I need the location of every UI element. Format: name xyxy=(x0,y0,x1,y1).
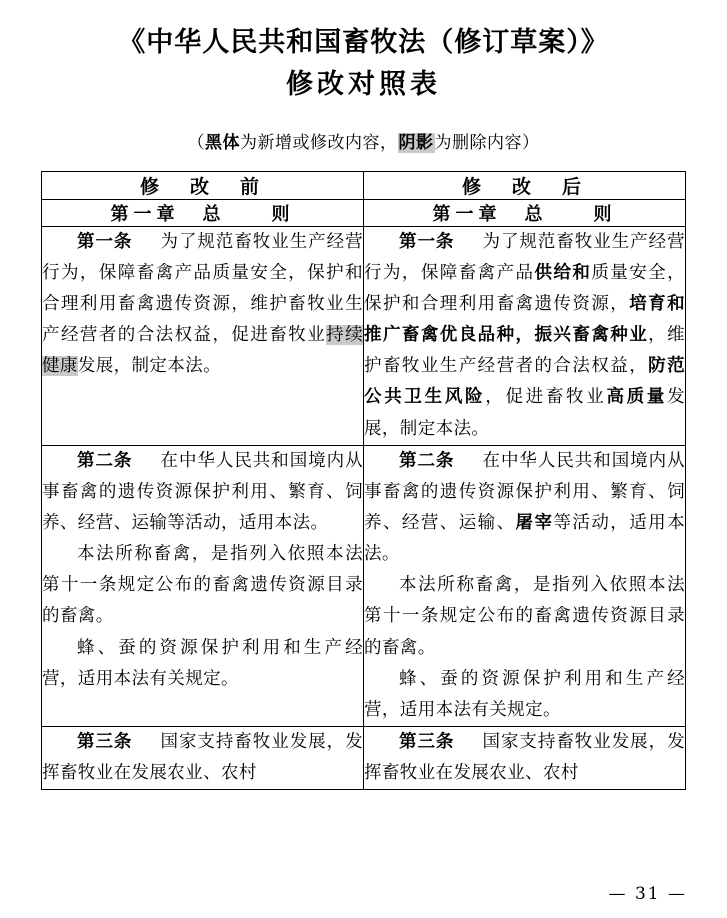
article-2-number-after: 第二条 xyxy=(399,450,455,471)
legend-text-1: 为新增或修改内容， xyxy=(240,132,398,153)
article-1-seg-5: 防范公共卫生风险 xyxy=(364,356,685,408)
article-2-after-p1-seg1: 屠宰 xyxy=(515,512,554,533)
article-2-after-p2: 本法所称畜禽，是指列入依照本法第十一条规定公布的畜禽遗传资源目录的畜禽。 xyxy=(364,575,685,658)
article-1-text-before-1: 为了规范畜牧业生产经营行为，保障畜禽产品质量安全，保护和合理利用畜禽遗传资源，维护畜牧业生产经营者的合法权益，促进畜牧业 xyxy=(42,231,363,346)
chapter-heading-after: 第一章 总 则 xyxy=(364,199,686,226)
article-1-deleted-text: 持续健康 xyxy=(42,325,363,377)
article-3-text-after: 国家支持畜牧业发展，发挥畜牧业在发展农业、农村 xyxy=(364,731,685,784)
article-3-after xyxy=(364,726,686,789)
article-2-number-before: 第二条 xyxy=(77,450,133,471)
table-row xyxy=(42,445,686,726)
article-2-before-p2: 本法所称畜禽，是指列入依照本法第十一条规定公布的畜禽遗传资源目录的畜禽。 xyxy=(42,544,363,627)
article-3-number-before: 第三条 xyxy=(77,731,133,752)
article-3-number-after: 第三条 xyxy=(399,731,455,752)
article-3-before xyxy=(42,726,364,789)
article-2-after-p1-seg2: 等活动，适用本法。 xyxy=(364,512,685,565)
article-1-seg-2: 质量安全，保护和合理利用畜禽遗传资源， xyxy=(364,262,686,314)
article-2-after xyxy=(364,445,686,726)
article-2-after-p1-seg0: 在中华人民共和国境内从事畜禽的遗传资源保护利用、繁育、饲养、经营、运输、 xyxy=(364,450,685,533)
document-title-line-2: 修改对照表 xyxy=(286,68,441,100)
legend-paren-close: ） xyxy=(522,132,540,153)
article-2-before-p3: 蜂、蚕的资源保护利用和生产经营，适用本法有关规定。 xyxy=(42,637,363,689)
article-3-text-before: 国家支持畜牧业发展，发挥畜牧业在发展农业、农村 xyxy=(42,731,363,784)
table-row xyxy=(42,726,686,789)
article-1-before xyxy=(42,226,364,445)
chapter-heading-before: 第一章 总 则 xyxy=(42,199,364,226)
legend-text-2: 为删除内容 xyxy=(434,132,522,153)
table-header-row xyxy=(42,171,686,199)
article-1-seg-8: 发展，制定本法。 xyxy=(364,387,685,439)
column-header-after: 修 改 后 xyxy=(364,171,686,199)
document-legend xyxy=(30,128,697,153)
article-2-after-p3: 蜂、蚕的资源保护利用和生产经营，适用本法有关规定。 xyxy=(364,668,685,720)
table-row xyxy=(42,226,686,445)
article-1-text-before-2: 发展，制定本法。 xyxy=(77,356,222,377)
comparison-table xyxy=(41,171,686,791)
article-1-seg-1: 供给和 xyxy=(534,262,592,283)
article-1-seg-7: 高质量 xyxy=(606,387,668,408)
legend-paren-open: （ xyxy=(187,132,205,153)
article-2-before xyxy=(42,445,364,726)
legend-shade-term: 阴影 xyxy=(398,132,434,153)
document-title-line-1: 《中华人民共和国畜牧法（修订草案）》 xyxy=(118,27,609,58)
article-1-seg-0: 为了规范畜牧业生产经营行为，保障畜禽产品 xyxy=(364,231,685,283)
article-1-number-after: 第一条 xyxy=(399,231,455,252)
table-chapter-row xyxy=(42,199,686,226)
title-block xyxy=(30,22,697,106)
article-1-after xyxy=(364,226,686,445)
article-1-number-before: 第一条 xyxy=(77,231,133,252)
article-1-seg-4: ，维护畜牧业生产经营者的合法权益， xyxy=(364,325,685,377)
article-1-seg-6: ，促进畜牧业 xyxy=(485,387,607,408)
article-2-before-p1: 在中华人民共和国境内从事畜禽的遗传资源保护利用、繁育、饲养、经营、运输等活动，适用本法。 xyxy=(42,450,363,533)
legend-bold-term: 黑体 xyxy=(205,132,240,153)
article-1-seg-3: 培育和推广畜禽优良品种，振兴畜禽种业 xyxy=(364,293,685,346)
page-number: — 31 — xyxy=(608,884,687,904)
column-header-before: 修 改 前 xyxy=(42,171,364,199)
